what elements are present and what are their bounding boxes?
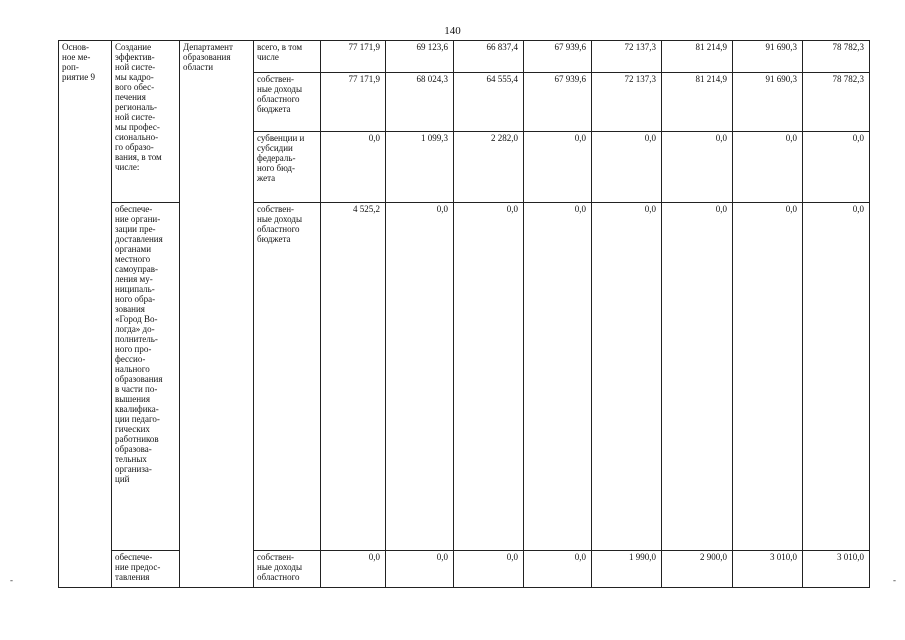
amount-cell: 81 214,9: [662, 73, 733, 132]
amount-cell: 64 555,4: [454, 73, 524, 132]
amount-cell: 77 171,9: [321, 41, 386, 73]
margin-mark-left: -: [10, 575, 13, 585]
amount-cell: 72 137,3: [592, 73, 662, 132]
amount-cell: 81 214,9: [662, 41, 733, 73]
amount-cell: 0,0: [733, 203, 803, 551]
measure-name-cell: Создание эффектив- ной систе- мы кадро- вого обес- печения региональ- ной систе- мы профес- сионально- го образо- вания, в том числе:: [112, 41, 180, 203]
measure-name-cell: обеспече- ние органи- зации пре- доставления органами местного самоуправ- ления му- ниципаль- ного обра- зования «Город Во- логда» до- полнитель- ного про- фессио- нального образования в части по- вышения квалифика- ции педаго- гических работников образова- тельных организа- ций: [112, 203, 180, 551]
amount-cell: 0,0: [321, 132, 386, 203]
amount-cell: 0,0: [386, 203, 454, 551]
funding-source-cell: собствен- ные доходы областного бюджета: [254, 203, 321, 551]
funding-source-cell: субвенции и субсидии федераль- ного бюд- жета: [254, 132, 321, 203]
amount-cell: 2 282,0: [454, 132, 524, 203]
table-row: [59, 41, 870, 73]
amount-cell: 91 690,3: [733, 41, 803, 73]
amount-cell: 67 939,6: [524, 41, 592, 73]
amount-cell: 68 024,3: [386, 73, 454, 132]
amount-cell: 1 990,0: [592, 551, 662, 588]
funding-source-cell: собствен- ные доходы областного бюджета: [254, 73, 321, 132]
amount-cell: 0,0: [524, 203, 592, 551]
amount-cell: 0,0: [592, 203, 662, 551]
amount-cell: 72 137,3: [592, 41, 662, 73]
amount-cell: 69 123,6: [386, 41, 454, 73]
funding-source-cell: собствен- ные доходы областного: [254, 551, 321, 588]
amount-cell: 3 010,0: [733, 551, 803, 588]
measure-name-cell: обеспече- ние предос- тавления: [112, 551, 180, 588]
amount-cell: 0,0: [592, 132, 662, 203]
amount-cell: 3 010,0: [803, 551, 870, 588]
amount-cell: 91 690,3: [733, 73, 803, 132]
margin-mark-right: -: [893, 575, 896, 585]
amount-cell: 0,0: [662, 132, 733, 203]
amount-cell: 0,0: [386, 551, 454, 588]
amount-cell: 0,0: [454, 203, 524, 551]
amount-cell: 0,0: [524, 132, 592, 203]
amount-cell: 77 171,9: [321, 73, 386, 132]
amount-cell: 1 099,3: [386, 132, 454, 203]
page-number: 140: [444, 25, 461, 37]
amount-cell: 0,0: [454, 551, 524, 588]
amount-cell: 4 525,2: [321, 203, 386, 551]
budget-table: [58, 40, 870, 588]
measure-type-cell: Основ- ное ме- роп- риятие 9: [59, 41, 112, 588]
amount-cell: 67 939,6: [524, 73, 592, 132]
responsible-dept-cell: Департамент образования области: [180, 41, 254, 588]
amount-cell: 0,0: [321, 551, 386, 588]
funding-source-cell: всего, в том числе: [254, 41, 321, 73]
amount-cell: 0,0: [803, 203, 870, 551]
amount-cell: 0,0: [803, 132, 870, 203]
amount-cell: 78 782,3: [803, 73, 870, 132]
amount-cell: 78 782,3: [803, 41, 870, 73]
amount-cell: 0,0: [733, 132, 803, 203]
amount-cell: 66 837,4: [454, 41, 524, 73]
amount-cell: 0,0: [524, 551, 592, 588]
amount-cell: 2 900,0: [662, 551, 733, 588]
amount-cell: 0,0: [662, 203, 733, 551]
